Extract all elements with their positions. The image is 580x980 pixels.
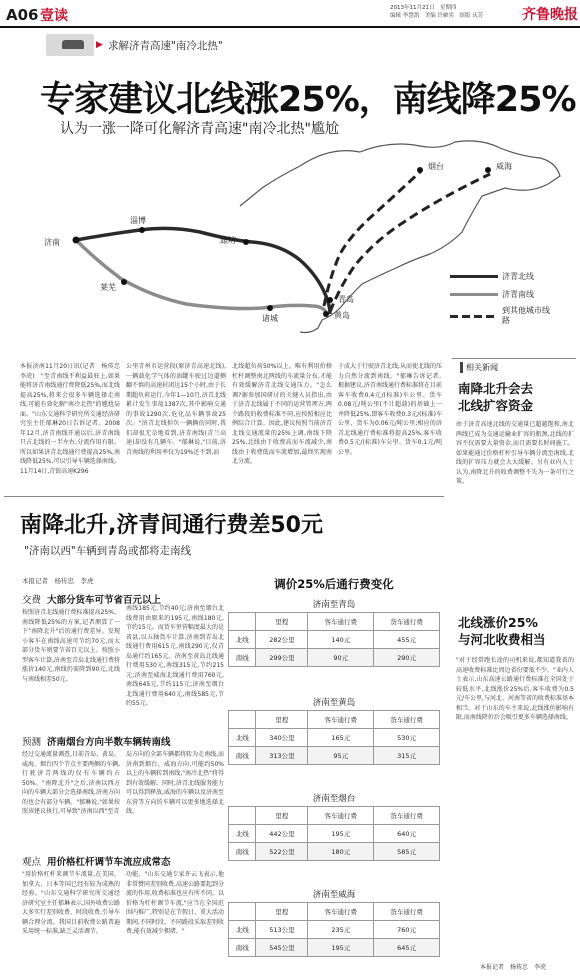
section2-rule [4,496,444,497]
related-title-1: 南降北升会去 北线扩容资金 [458,381,534,413]
table-row [229,939,440,957]
table-cell: 180元 [308,843,374,861]
table-cell: 北线 [229,825,256,843]
fee-table-header: 里程 [256,711,308,729]
article2-headline: 南降北升,济青间通行费差50元 [20,513,323,538]
map-legend [450,268,570,330]
city-dot-yantai [417,167,423,173]
table-cell: 522公里 [256,843,308,861]
legend-label-north: 济青北线 [502,271,534,281]
related-rule [452,358,576,359]
coastline-north [240,166,300,206]
kicker: 求解济青高速"南冷北热" [108,40,223,52]
subsection-3-text: "用价格杠杆来调节车流量,在美国、加拿大、日本等国已经有较为成熟的经验。"山东交通科学研究所交通经济研究室主任郁琳表示,国外收费公路大多实行差别收费、时段收费,引导车辆合理分流。我国目前收费公路普遍采用统一标准,缺乏灵活调节。 [22,871,120,935]
fee-table-header: 货车通行费 [374,711,440,729]
fee-table-header: 客车通行费 [308,903,374,921]
page-subhead: 认为一涨一降可化解济青高速"南冷北热"尴尬 [60,121,339,137]
header-date: 2013年11月21日 星期四 [390,5,457,11]
fee-block [228,888,440,957]
related-editor: 本报记者 杨传忠 李虎 [480,964,547,971]
header-meta [390,4,510,20]
fee-route-name: 济南至青岛 [312,600,356,610]
table-cell: 南线 [229,747,256,765]
fee-table-header: 货车通行费 [374,613,440,631]
related-news-label: 相关新闻 [460,362,498,373]
article1-col1: 本报济南11月20日讯(记者 杨传忠 李虎) "至青南线不利益最驻上,如果能将济青南线通行费降低25%,而北线提高25%,将来会很多车辆选择走南线,可能有效化解"南冷北热"的尴尬局面。"山东交通科学研究所交通经济研究室主任郁琳20日告诉记者。2008年12月,济青南线开通以后,济青南线只占北线的一半左右,分流作用有限。所以如果济青北线通行费提高25%,南线降低25%,可以引导车辆选择南线。11月14日,青银高速K296 [20,363,127,475]
legend-swatch-other [450,315,498,318]
city-dot-jinan [73,237,80,244]
city-label-qingdao: 青岛 [338,295,354,304]
table-cell: 南线 [229,843,256,861]
fee-table-header: 客车通行费 [308,613,374,631]
table-row [229,729,440,747]
table-cell: 195元 [308,939,374,957]
city-dot-weihai [485,167,491,173]
legend-swatch-south [450,293,498,296]
table-cell: 南线 [229,649,256,667]
fee-table-header: 里程 [256,807,308,825]
table-cell: 340公里 [256,729,308,747]
subsection-2-text: 经过交通流量调查,目前青岛、黄岛、威海、烟台四个节点主要两侧的车辆,行驶济青两线的仅有车辆约占50%。"南降北升"之后,济南以西方向的车辆大部分会选择南线,济南方向的也会有部分车辆。"郁琳说,"如果按照该建议执行,可导致"济南以西"至青 [22,751,120,815]
table-cell: 645元 [374,939,440,957]
table-cell: 南线 [229,939,256,957]
fee-table-header: 客车通行费 [308,807,374,825]
table-cell: 北线 [229,631,256,649]
fee-table [228,806,440,861]
table-cell: 165元 [308,729,374,747]
city-label-laiwu: 莱芜 [100,283,116,292]
table-row [229,747,440,765]
table-row [229,649,440,667]
city-dot-qingdao [327,297,333,303]
legend-label-south: 济青南线 [502,289,534,299]
fee-table-header [229,903,256,921]
subsection-1-text: 按照济青北线通行费标准提高25%、南线降低25%的方案,记者测算了一下"南降北升"后的通行费差异。发现小客车在南线高速可节约70元,而大部分货车则要节省百元以上。按照小型客车计算,济南至青岛北线通行费将涨价140元,南线仍需降到90元,北线与南线相差50元。 [22,609,120,683]
table-cell: 95元 [308,747,374,765]
city-label-yantai: 烟台 [428,162,444,171]
fee-table [228,612,440,667]
header-editors: 编辑 李慧凯 美编 许雁宾 组版 庆芳 [390,13,484,19]
table-cell: 640元 [374,825,440,843]
fee-table-header-row [229,903,440,921]
table-row [229,921,440,939]
city-label-zhucheng: 诸城 [262,314,278,323]
city-dot-laiwu [121,279,127,285]
table-cell: 760元 [374,921,440,939]
legend-label-other: 到其他城市线路 [502,306,550,325]
fee-table-header-row [229,613,440,631]
subsection-1-tag: 交费 [22,595,42,606]
table-cell: 545公里 [256,939,308,957]
city-dot-zibo [139,227,145,233]
related-title-2: 北线涨价25% 与河北收费相当 [458,615,546,647]
subsection-2-tag: 预测 [22,737,42,748]
city-label-weifang: 潍坊 [220,236,236,245]
table-cell: 315元 [374,747,440,765]
table-row [229,631,440,649]
table-cell: 299公里 [256,649,308,667]
subsection-3-title: 用价格杠杆调节车流应成常态 [47,857,171,868]
article1-col4: 于成大于行驶济青北线,从而使北线的压力自然分流到南线。"郁琳告诉记者。 根据建议,济青南线通行费标准将在目前客车收费0.4元/(标准)车公里、货车0.08元/吨公里(不计超载)的基础上一并降低25%,即客车收费0.3元/(标准)车公里、货车为0.06元/吨公里;相应的济青北线通行费标准将提高25%,客车收费0.5元/(标准)车公里、货车0.1元/吨公里。 [338,363,449,456]
table-cell: 513公里 [256,921,308,939]
arrow-icon: ▶ [96,40,103,50]
table-cell: 282公里 [256,631,308,649]
fee-route-name: 济南至烟台 [312,794,356,804]
section-name: 壹读 [40,8,68,24]
city-label-jinan: 济南 [44,238,60,247]
page-header [0,0,580,28]
subsection-3-tag: 观点 [22,857,42,868]
page-number: A06 [6,6,39,24]
table-cell: 235元 [308,921,374,939]
article1-col2: 公里青州市运营段(原济青高速北线),一辆载化学气体的油罐车驶过边道侧翻不慎的高速封闭达15个小时,由于长期超负荷运行,今年1—10月,济青北线累计发生事故1387次,其中影响交通的事故1290次,危化品车辆事故25次。"济青北线担负一辆辆的同时,我们却很无奈地看到,济青南线(青兰高速)却没有几辆车。"郁琳说,"目前,济青南线的利用率仅为19%还不到,而 [126,363,226,456]
subsection-2-text-b: 岛方向的全部车辆都将转为走南线,而济南到烟台、威海方向,可能约50%以上的车辆转到南线,"南冷北热"将得到有效缓解。同时,济青北线服务能力可以得到释放,威海的车辆以及济南至东营等方向的车辆可以更多地选择北线。 [126,751,224,815]
fee-table-header: 里程 [256,613,308,631]
related-text-2: "对于经常跑长途的司机来说,都知道我省的高速收费标准比周边省份要低不少。"业内人士表示,山东高速公路通行费标准在全国处于较低水平,北线涨价25%后,客车收费为0.5元/车公里,与河北、河南等省的收费标准基本相当。对于山东的车主来说,北线涨价影响有限,而南线降价后会吸引更多车辆选择南线。 [456,657,574,721]
subsection-2-title: 济南烟台方向半数车辆转南线 [47,737,171,748]
fee-route-name: 济南至黄岛 [312,698,356,708]
article1-col3: 北线超负荷50%以上。唯有利用价格杠杆调整南北两线的车流量分布,才能有效缓解济青北线交通压力。"怎么调?据参加国研讨的关键人员指出,由于济青北线属于不同的运营管理方,两个路段的收费标准不同,应按照相应比例综合计算。因此,建议按照当前济青北线交通流量的25%上调,南线下降25%,北线由于收费高而车流减少,南线由于收费低而车流增加,最终实现南北分流。 [232,363,332,465]
fee-route-name: 济南至威海 [312,890,356,900]
legend-item-other [450,304,570,328]
table-cell: 585元 [374,843,440,861]
fee-table-title: 调价25%后通行费变化 [274,577,394,591]
header-rule [0,26,580,28]
table-cell: 北线 [229,729,256,747]
city-dot-weifang [243,239,249,245]
fee-table-header [229,807,256,825]
page-headline: 专家建议北线涨25%，南线降25% [40,80,576,120]
subsection-1-title: 大部分货车可节省百元以上 [47,595,162,606]
fee-table-header-row [229,711,440,729]
fee-table-header: 货车通行费 [374,903,440,921]
table-cell: 140元 [308,631,374,649]
newspaper-logo: 齐鲁晚报 [522,7,578,23]
fee-block [228,696,440,765]
fee-block [228,598,440,667]
fee-table-header-row [229,807,440,825]
article2-byline: 本报记者 杨传忠 李虎 [22,577,94,585]
table-cell: 455元 [374,631,440,649]
car-icon [62,40,84,49]
subsection-3-head [22,854,171,868]
route-dashed-1 [324,172,420,306]
legend-item-south [450,286,570,302]
table-cell: 290元 [374,649,440,667]
table-cell: 442公里 [256,825,308,843]
fee-table-header [229,711,256,729]
legend-swatch-north [450,275,498,278]
subsection-1-text-b: 南线185元,节约40元;济南至烟台北线费用由原来的195元,南线180元,节约15元。而货车里营幅度最大的是省县,以五轴货车计算,济南到青岛北线通行费用615元,南线290元,仅青岛通行约165元。济南至黄岛北线通行费用530元,南线315元,节约215元;济南至威海北线通行费用760元,南线645元,节约115元;济南至烟台北线通行费用640元,南线585元,节约55元。 [126,605,224,707]
table-row [229,825,440,843]
fee-table-header: 里程 [256,903,308,921]
city-dot-huangdao [323,311,329,317]
table-row [229,843,440,861]
fee-table-header [229,613,256,631]
legend-item-north [450,268,570,284]
subsection-3-text-b: 功能。"山东交通专家许云飞表示,他非常赞同差别收费,高速公路要起到分流的作用,收费标准也应有所不同。以价格为杠杆调节车流,"应当在全国范围内推广,特别是在节假日、重大活动期间,不同时段、不同路段采取差别收费,能有效减少拥堵。" [126,871,224,935]
city-dot-zhucheng [267,305,273,311]
fee-table [228,902,440,957]
table-cell: 530元 [374,729,440,747]
related-text-1: 由于济青高速北线的交通量已超越饱和,南北两线已成为交通运输业扩容的瓶颈,北线的扩容不仅需要大量资金,而且需要长时间施工。如果能通过价格杠杆引导车辆分流至南线,北线的扩容压力就会大大缓解。另有业内人士认为,南降北升的收费调整不失为一条可行之策。 [456,421,574,485]
article2-subhead: "济南以西"车辆到青岛或都将走南线 [24,545,192,557]
fee-block [228,792,440,861]
table-cell: 313公里 [256,747,308,765]
city-label-zibo: 淄博 [130,216,146,225]
fee-table [228,710,440,765]
table-cell: 195元 [308,825,374,843]
route-north-line [76,228,330,314]
fee-table-header: 货车通行费 [374,807,440,825]
fee-table-header: 客车通行费 [308,711,374,729]
city-label-huangdao: 黄岛 [334,311,350,320]
table-cell: 90元 [308,649,374,667]
subsection-2-head [22,734,171,748]
city-label-weihai: 威海 [496,162,512,171]
table-cell: 北线 [229,921,256,939]
